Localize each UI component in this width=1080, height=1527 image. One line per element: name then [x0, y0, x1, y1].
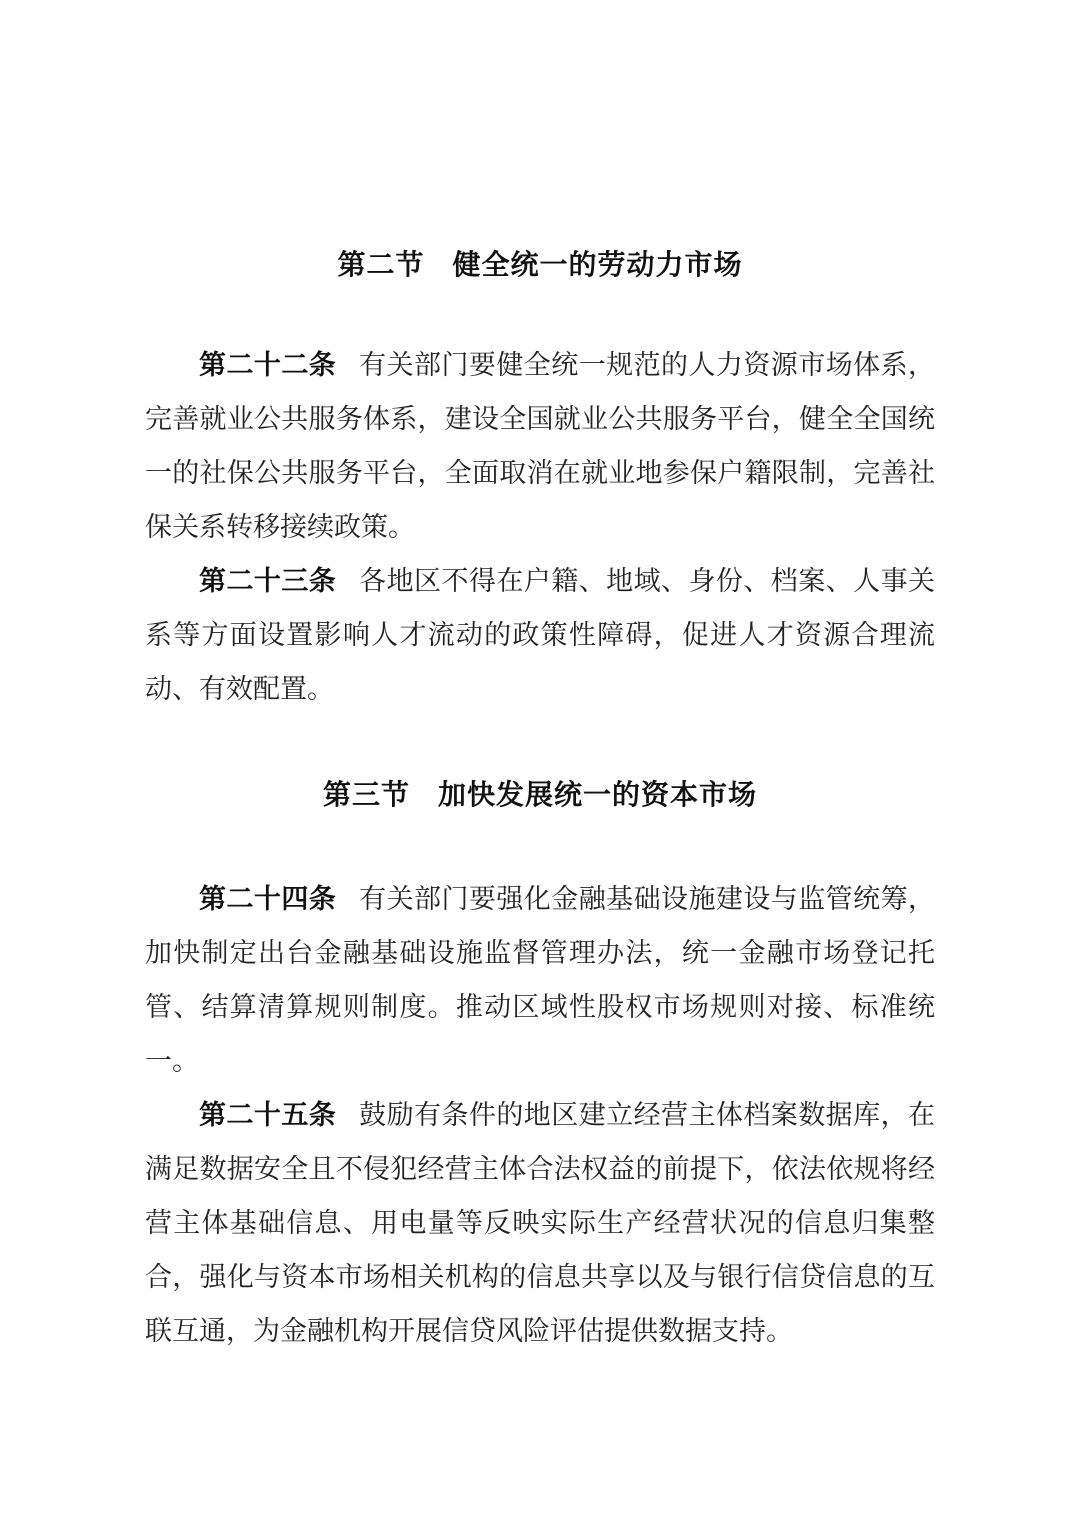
article-text: 各地区不得在户籍、地域、身份、档案、人事关系等方面设置影响人才流动的政策性障碍，促进人才资源合理流动、有效配置。: [145, 566, 936, 704]
article-paragraph-24: [145, 872, 935, 1088]
article-text: 有关部门要强化金融基础设施建设与监管统筹，加快制定出台金融基础设施监督管理办法，统一金融市场登记托管、结算清算规则制度。推动区域性股权市场规则对接、标准统一。: [145, 884, 936, 1076]
article-label: 第二十五条: [199, 1100, 337, 1130]
section-number: 第二节: [337, 249, 425, 280]
section-title: 健全统一的劳动力市场: [452, 249, 743, 280]
article-text: 鼓励有条件的地区建立经营主体档案数据库，在满足数据安全且不侵犯经营主体合法权益的前提下，依法依规将经营主体基础信息、用电量等反映实际生产经营状况的信息归集整合，强化与资本市场相关机构的信息共享以及与银行信贷信息的互联互通，为金融机构开展信贷风险评估提供数据支持。: [145, 1100, 936, 1346]
section-heading-labor-market: [145, 238, 935, 292]
article-label: 第二十四条: [199, 884, 337, 914]
article-label: 第二十二条: [199, 350, 337, 380]
section-title: 加快发展统一的资本市场: [438, 779, 758, 810]
article-paragraph-23: [145, 554, 935, 716]
article-paragraph-25: [145, 1088, 935, 1358]
article-paragraph-22: [145, 338, 935, 554]
article-text: 有关部门要健全统一规范的人力资源市场体系，完善就业公共服务体系，建设全国就业公共服务平台，健全全国统一的社保公共服务平台，全面取消在就业地参保户籍限制，完善社保关系转移接续政策。: [145, 350, 936, 542]
section-heading-capital-market: [145, 768, 935, 822]
article-label: 第二十三条: [199, 566, 337, 596]
section-number: 第三节: [322, 779, 410, 810]
